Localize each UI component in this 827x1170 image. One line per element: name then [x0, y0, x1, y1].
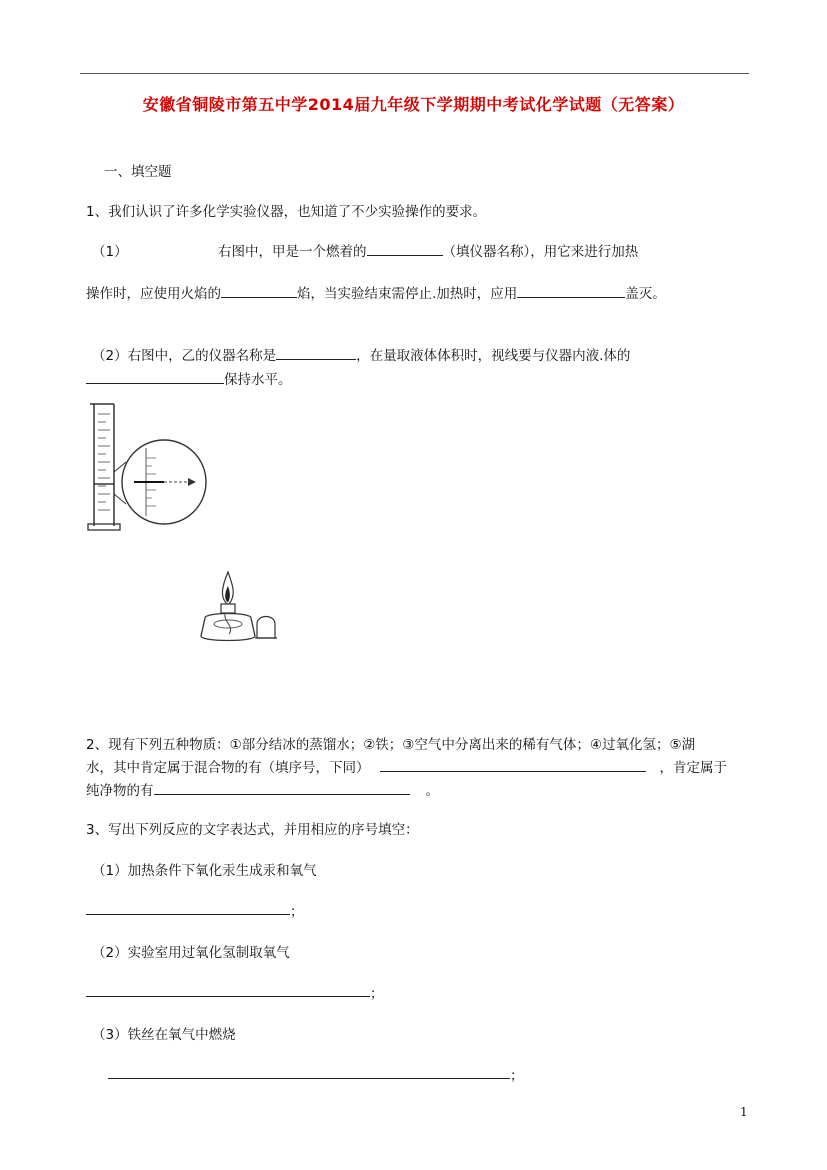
q2-line2: [86, 756, 727, 776]
q1-part2-text-a: （2）右图中，乙的仪器名称是: [92, 348, 277, 364]
semicolon-1: ；: [290, 904, 304, 920]
q3-item1: （1）加热条件下氧化汞生成汞和氧气: [92, 863, 317, 879]
q3-intro: 3、写出下列反应的文字表达式，并用相应的序号填空：: [86, 822, 419, 838]
answer-line-1[interactable]: [86, 914, 290, 915]
answer-blank-instrument[interactable]: [367, 241, 443, 256]
q1-part1-text-a: 右图中，甲是一个燃着的: [218, 244, 367, 260]
q1-part2-continued: [86, 368, 292, 388]
q3-item2: （2）实验室用过氧化氢制取氧气: [92, 945, 290, 961]
q1-part1-text-d: 焰，当实验结束需停止.加热时，应用: [297, 286, 518, 302]
q1-part2-text-b: ，在量取液体体积时，视线要与仪器内液.体的: [356, 348, 631, 364]
answer-line-2[interactable]: [86, 996, 370, 997]
q2-line2-text-a: 水，其中肯定属于混合物的有（填序号，下同）: [86, 760, 370, 776]
document-title: 安徽省铜陵市第五中学2014届九年级下学期期中考试化学试题（无答案）: [142, 95, 685, 114]
answer-blank-flame[interactable]: [221, 283, 297, 298]
section-heading: 一、填空题: [104, 164, 172, 180]
answer-blank-level[interactable]: [86, 369, 224, 384]
answer-blank-mixtures[interactable]: [380, 757, 646, 772]
semicolon-3: ；: [510, 1068, 524, 1084]
answer-blank-cover[interactable]: [517, 283, 625, 298]
q1-part2-text: [92, 344, 630, 364]
q1-part1-text-c: 操作时，应使用火焰的: [86, 286, 221, 302]
q1-part2-text-c: 保持水平。: [224, 372, 292, 388]
answer-blank-instrument-2[interactable]: [276, 345, 356, 360]
q1-part1-text: [218, 240, 638, 260]
q2-line1: 2、现有下列五种物质：①部分结冰的蒸馏水；②铁；③空气中分离出来的稀有气体；④过氧化氢；⑤湖: [86, 737, 696, 753]
answer-line-3[interactable]: [108, 1078, 510, 1079]
q1-part1-text-b: （填仪器名称），用它来进行加热: [442, 244, 639, 260]
alcohol-lamp-figure: [195, 570, 285, 645]
answer-blank-pure-substances[interactable]: [154, 780, 410, 795]
header-rule: [80, 73, 749, 74]
semicolon-2: ；: [370, 986, 384, 1002]
q1-part1-label: （1）: [92, 244, 128, 260]
q1-intro: 1、我们认识了许多化学实验仪器，也知道了不少实验操作的要求。: [86, 204, 487, 220]
q1-part1-continued: [86, 282, 666, 302]
q2-line3-text-b: 。: [425, 783, 439, 799]
q3-item3: （3）铁丝在氧气中燃烧: [92, 1027, 236, 1043]
q2-line3-text-a: 纯净物的有: [86, 783, 154, 799]
q1-part1-text-e: 盖灭。: [625, 286, 666, 302]
q2-line2-text-b: ，肯定属于: [659, 760, 727, 776]
graduated-cylinder-figure: [84, 400, 214, 535]
page-number: 1: [740, 1105, 748, 1119]
q2-line3: [86, 779, 439, 799]
